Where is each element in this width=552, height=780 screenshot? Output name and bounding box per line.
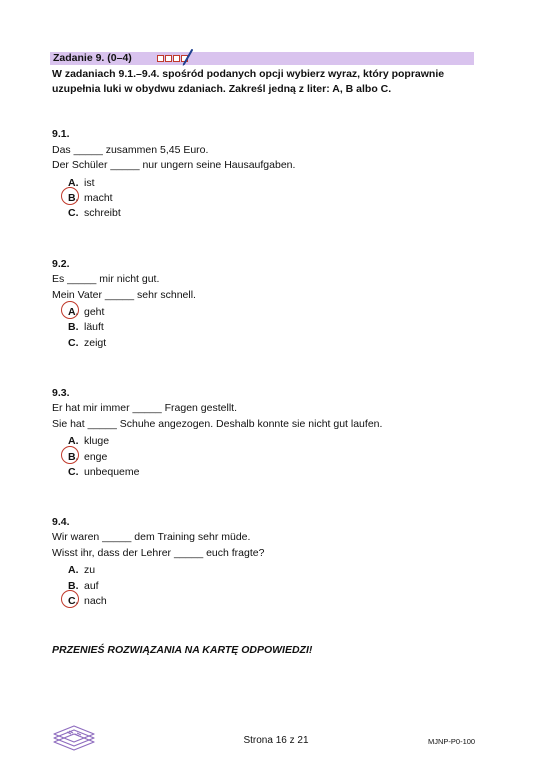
option-letter: A. xyxy=(68,564,79,576)
option-letter: C. xyxy=(68,466,79,478)
exam-code: MJNP-P0-100 xyxy=(428,737,476,746)
option-letter: A. xyxy=(68,306,79,318)
score-box xyxy=(173,55,180,62)
option-text: ist xyxy=(84,177,95,189)
option-letter: B. xyxy=(68,451,79,463)
option-text: auf xyxy=(84,580,99,592)
option-text: enge xyxy=(84,451,108,463)
option-text: nach xyxy=(84,595,107,607)
score-box xyxy=(165,55,172,62)
question-number: 9.4. xyxy=(52,516,70,528)
question-sentence: Mein Vater _____ sehr schnell. xyxy=(52,289,196,301)
question-sentence: Es _____ mir nicht gut. xyxy=(52,273,160,285)
option-letter: B. xyxy=(68,192,79,204)
question-sentence: Das _____ zusammen 5,45 Euro. xyxy=(52,144,209,156)
option-text: zeigt xyxy=(84,337,107,349)
answer-option-c[interactable] xyxy=(68,594,107,608)
option-text: kluge xyxy=(84,435,110,447)
answer-option-b[interactable] xyxy=(68,320,104,334)
option-text: unbequeme xyxy=(84,466,140,478)
option-text: läuft xyxy=(84,321,104,333)
answer-option-a[interactable] xyxy=(68,563,95,577)
option-letter: A. xyxy=(68,177,79,189)
answer-option-b[interactable] xyxy=(68,450,107,464)
question-sentence: Wir waren _____ dem Training sehr müde. xyxy=(52,531,251,543)
option-letter: A. xyxy=(68,435,79,447)
task-instruction: W zadaniach 9.1.–9.4. spośród podanych opcji wybierz wyraz, który poprawnie uzupełnia luki w obydwu zdaniach. Zakreśl jedną z liter: A, B albo C. xyxy=(52,68,445,95)
score-box xyxy=(157,55,164,62)
question-sentence: Sie hat _____ Schuhe angezogen. Deshalb konnte sie nicht gut laufen. xyxy=(52,418,383,430)
question-sentence: Er hat mir immer _____ Fragen gestellt. xyxy=(52,402,237,414)
task-title: Zadanie 9. (0–4) xyxy=(53,52,132,64)
answer-circle xyxy=(61,446,79,464)
option-letter: C. xyxy=(68,337,79,349)
question-sentence: Wisst ihr, dass der Lehrer _____ euch fragte? xyxy=(52,547,265,559)
answer-option-c[interactable] xyxy=(68,465,139,479)
option-letter: C. xyxy=(68,207,79,219)
question-sentence: Der Schüler _____ nur ungern seine Hausaufgaben. xyxy=(52,159,296,171)
option-letter: C. xyxy=(68,595,79,607)
option-text: geht xyxy=(84,306,105,318)
option-letter: B. xyxy=(68,321,79,333)
pen-icon xyxy=(182,48,194,66)
page-number: Strona 16 z 21 xyxy=(243,735,309,746)
answer-option-c[interactable] xyxy=(68,206,121,220)
task-header-band xyxy=(50,52,474,65)
option-text: schreibt xyxy=(84,207,121,219)
answer-option-a[interactable] xyxy=(68,305,104,319)
answer-circle xyxy=(61,187,79,205)
question-number: 9.2. xyxy=(52,258,70,270)
answer-option-a[interactable] xyxy=(68,434,109,448)
answer-option-b[interactable] xyxy=(68,191,113,205)
option-letter: B. xyxy=(68,580,79,592)
answer-circle xyxy=(61,590,79,608)
question-number: 9.3. xyxy=(52,387,70,399)
question-number: 9.1. xyxy=(52,128,70,140)
option-text: zu xyxy=(84,564,96,576)
answer-option-c[interactable] xyxy=(68,336,106,350)
transfer-answers-note: PRZENIEŚ ROZWIĄZANIA NA KARTĘ ODPOWIEDZI! xyxy=(52,644,313,656)
option-text: macht xyxy=(84,192,113,204)
answer-circle xyxy=(61,301,79,319)
